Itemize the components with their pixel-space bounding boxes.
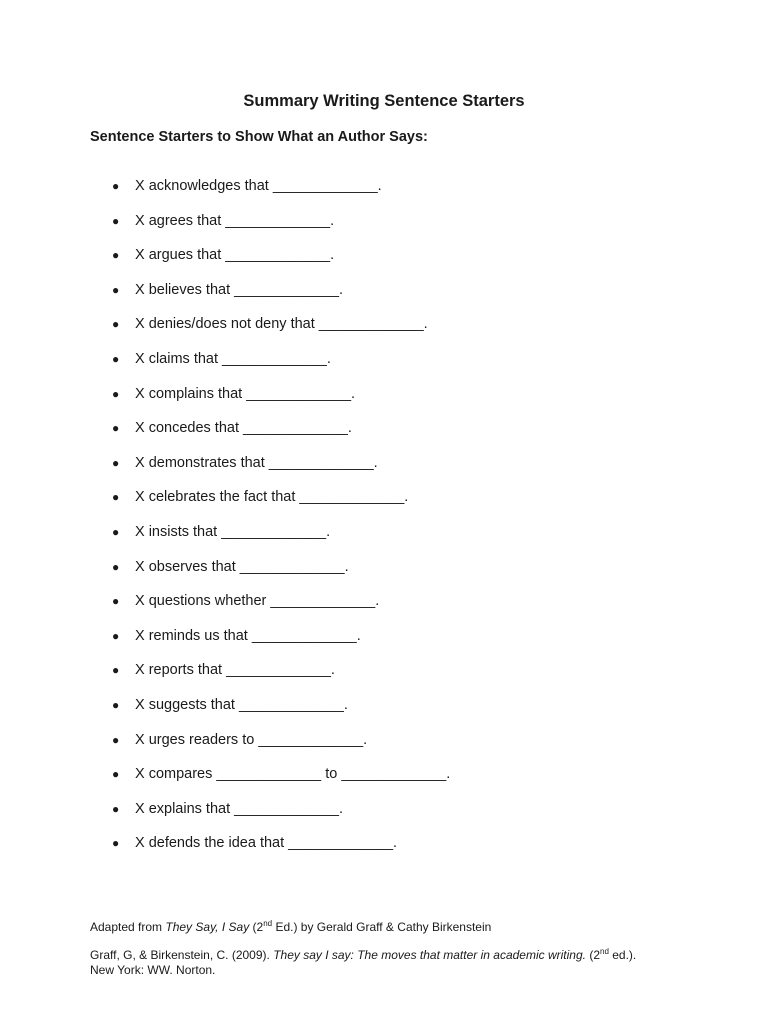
sentence-starter-text: X acknowledges that _____________.: [135, 178, 382, 194]
sentence-starter-text: X complains that _____________.: [135, 385, 356, 402]
bullet-icon: ●: [112, 767, 120, 782]
citation-edition-close: ed.).: [608, 948, 637, 962]
sentence-starter-text: X celebrates the fact that _____________.: [135, 489, 409, 506]
sentence-starter-text: X questions whether _____________.: [135, 593, 380, 610]
sentence-starter-text: X agrees that _____________.: [135, 212, 335, 229]
bullet-icon: ●: [112, 179, 120, 193]
edition-authors: Ed.) by Gerald Graff & Cathy Birkenstein: [272, 920, 492, 934]
page-title: Summary Writing Sentence Starters: [243, 92, 525, 110]
bullet-icon: ●: [112, 455, 120, 470]
edition-open: (2: [249, 920, 264, 934]
sentence-starter-text: X concedes that _____________.: [135, 420, 352, 437]
citation-title: They say I say: The moves that matter in academic writing.: [273, 948, 586, 962]
edition-superscript: nd: [263, 919, 273, 928]
bullet-icon: ●: [112, 594, 120, 609]
sentence-starter-text: X compares _____________ to _____________.: [135, 766, 451, 783]
citation-edition-superscript: nd: [600, 947, 609, 956]
sentence-starter-text: X suggests that _____________.: [135, 696, 348, 713]
sentence-starter-text: X explains that _____________.: [135, 800, 344, 817]
bullet-icon: ●: [112, 421, 120, 436]
bullet-icon: ●: [112, 490, 120, 505]
sentence-starter-text: X reports that _____________.: [135, 662, 335, 679]
bullet-icon: ●: [112, 559, 120, 574]
section-heading: Sentence Starters to Show What an Author Says:: [90, 129, 428, 145]
sentence-starter-text: X observes that _____________.: [135, 558, 349, 575]
bullet-icon: ●: [112, 386, 120, 401]
bullet-icon: ●: [112, 628, 120, 643]
adapted-from-prefix: Adapted from: [90, 920, 166, 934]
bullet-icon: ●: [112, 524, 120, 539]
bullet-icon: ●: [112, 663, 120, 678]
sentence-starter-text: X argues that _____________.: [135, 247, 335, 264]
bullet-icon: ●: [112, 836, 120, 851]
sentence-starter-text: X defends the idea that _____________.: [135, 835, 398, 852]
citation-publisher: New York: WW. Norton.: [90, 963, 216, 977]
adapted-from-note: [90, 920, 491, 934]
sentence-starter-text: X insists that _____________.: [135, 523, 331, 540]
citation-edition-open: (2: [585, 948, 600, 962]
bullet-icon: ●: [112, 351, 120, 366]
sentence-starter-text: X believes that _____________.: [135, 281, 344, 298]
sentence-starter-text: X claims that _____________.: [135, 350, 331, 367]
bullet-icon: ●: [112, 732, 120, 747]
bullet-icon: ●: [112, 282, 120, 297]
bullet-icon: ●: [112, 248, 120, 263]
book-title: They Say, I Say: [165, 920, 250, 934]
citation-authors: Graff, G, & Birkenstein, C. (2009).: [90, 948, 274, 962]
bullet-icon: ●: [112, 317, 120, 332]
bullet-icon: ●: [112, 697, 120, 712]
sentence-starter-text: X demonstrates that _____________.: [135, 454, 378, 471]
bullet-icon: ●: [112, 213, 120, 228]
sentence-starter-text: X reminds us that _____________.: [135, 627, 361, 644]
sentence-starter-text: X urges readers to _____________.: [135, 731, 368, 748]
citation-line: [90, 948, 636, 962]
sentence-starter-text: X denies/does not deny that _____________.: [135, 316, 428, 333]
bullet-icon: ●: [112, 801, 120, 816]
